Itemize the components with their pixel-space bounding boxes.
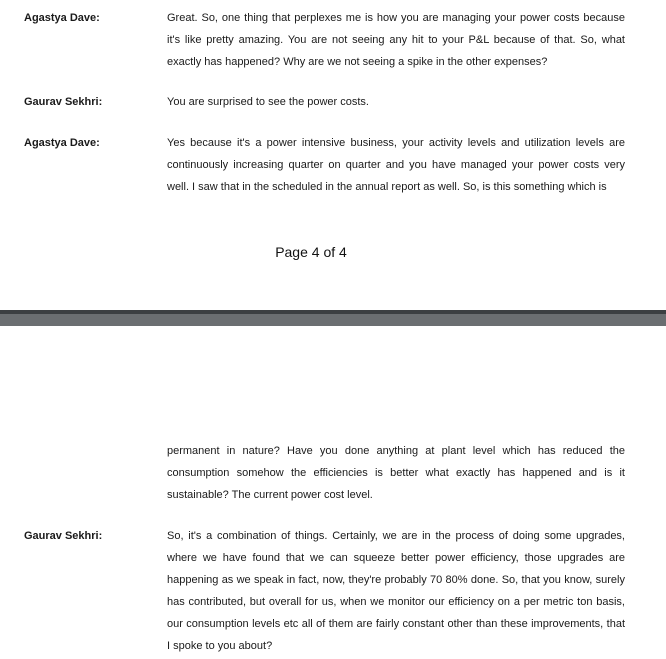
speaker-text: Great. So, one thing that perplexes me is how you are managing your power costs because it's like pretty amazing. You are not seeing any hit to your P&L because of that. So, what exactly has happened? Why are we not seeing a spike in the other expenses? [167, 12, 625, 68]
document-page-top [0, 0, 666, 310]
speaker-text: So, it's a combination of things. Certainly, we are in the process of doing some upgrades, where we have found that we can squeeze better power efficiency, those upgrades are happening as we speak in fact, now, they're probably 70 80% done. So, that you know, surely has contributed, but overall for us, when we monitor our efficiency on a per metric ton basis, our consumption levels etc all of them are fairly constant other than these improvements, that I spoke to you about? [167, 530, 625, 652]
speaker-name: Agastya Dave: [24, 12, 100, 24]
speaker-name: Gaurav Sekhri: [24, 96, 103, 108]
speaker-text: Yes because it's a power intensive business, your activity levels and utilization levels are continuously increasing quarter on quarter and you have managed your power costs very well. I saw that in the scheduled in the annual report as well. So, is this something which is [167, 137, 625, 193]
document-page-bottom [0, 326, 666, 659]
page-number: Page 4 of 4 [275, 244, 347, 260]
continuation-text: permanent in nature? Have you done anything at plant level which has reduced the consumption somehow the efficiencies is better what exactly has happened and is it sustainable? The current power cost level. [167, 445, 625, 501]
speaker-name: Agastya Dave: [24, 137, 100, 149]
speaker-name: Gaurav Sekhri: [24, 530, 103, 542]
page-separator [0, 310, 666, 326]
speaker-text: You are surprised to see the power costs. [167, 96, 369, 108]
